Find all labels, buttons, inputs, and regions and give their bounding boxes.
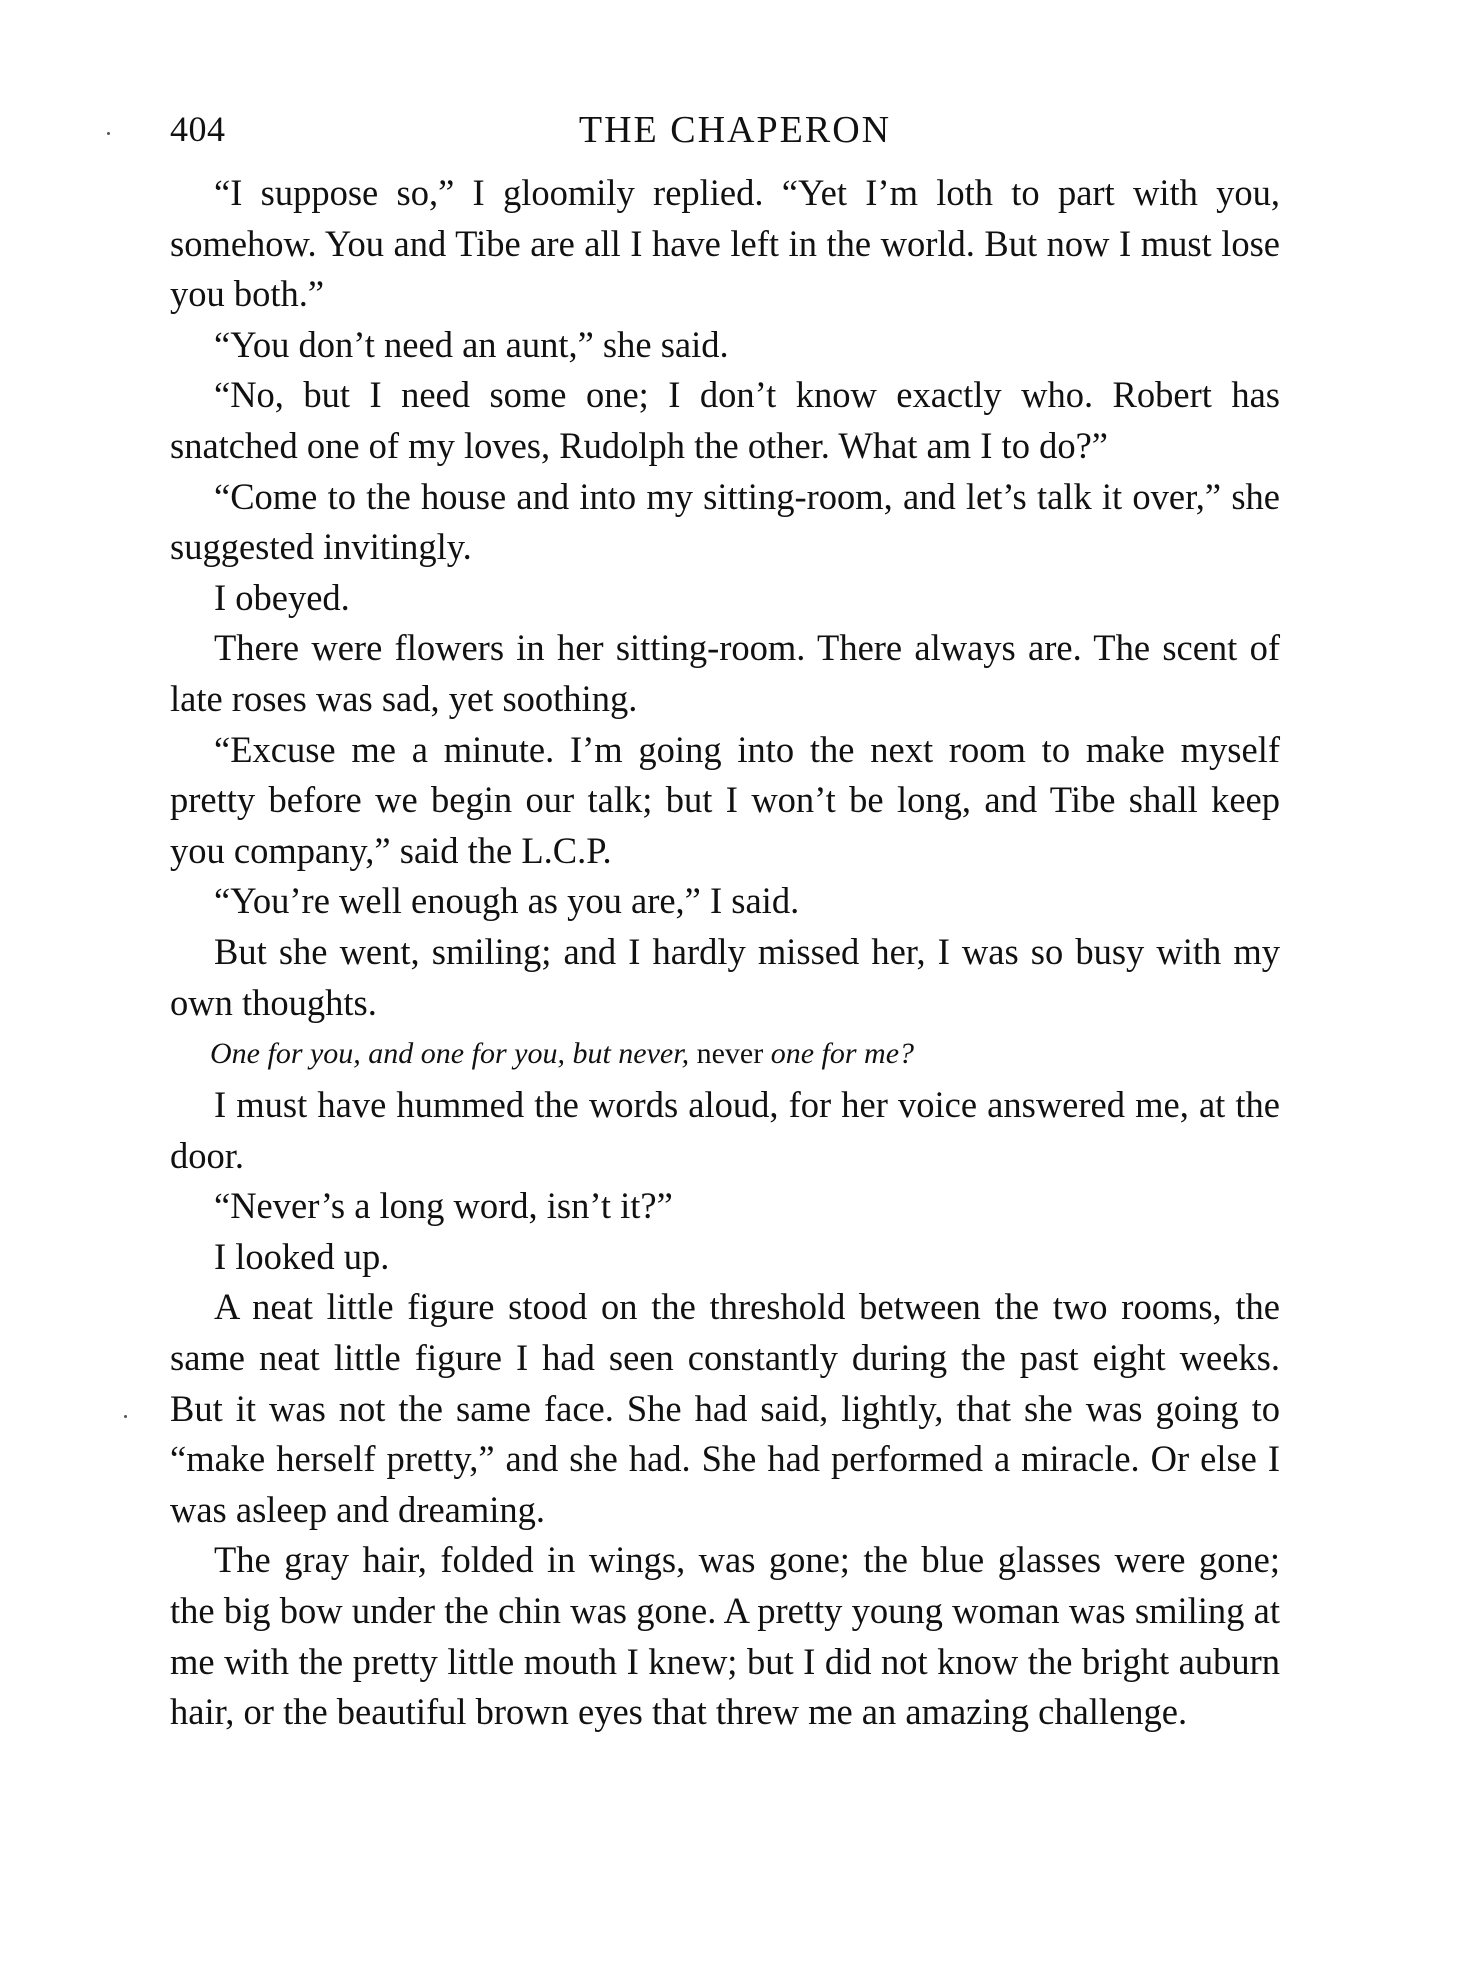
paragraph: “I suppose so,” I gloomily replied. “Yet I’m loth to part with you, somehow. You and Tibe are all I have left in the world. But now I must lose you both.” — [170, 172, 1280, 315]
paragraph: “You don’t need an aunt,” she said. — [214, 323, 729, 365]
page-header — [170, 108, 1280, 168]
body-text — [170, 168, 1280, 1738]
margin-speck — [124, 1415, 127, 1418]
verse-roman-part: never — [696, 1037, 764, 1071]
paragraph: “Come to the house and into my sitting-room, and let’s talk it over,” she suggested invitingly. — [170, 475, 1280, 568]
paragraph: There were flowers in her sitting-room. There always are. The scent of late roses was sad, yet soothing. — [170, 627, 1280, 719]
paragraph: But she went, smiling; and I hardly missed her, I was so busy with my own thoughts. — [170, 930, 1280, 1023]
paragraph: I must have hummed the words aloud, for her voice answered me, at the door. — [170, 1084, 1280, 1176]
running-head: THE CHAPERON — [578, 109, 892, 151]
margin-speck — [107, 132, 110, 135]
paragraph: A neat little figure stood on the threshold between the two rooms, the same neat little figure I had seen constantly during the past eight weeks. But it was not the same face. She had said, lightly, that she was going to “make herself pretty,” and she had. She had performed a miracle. Or else I was asleep and dreaming. — [170, 1286, 1280, 1530]
song-verse — [170, 1030, 1280, 1078]
page-number: 404 — [170, 109, 226, 149]
paragraph: “No, but I need some one; I don’t know exactly who. Robert has snatched one of my loves, Rudolph the other. What am I to do?” — [170, 374, 1280, 466]
paragraph: “Excuse me a minute. I’m going into the next room to make myself pretty before we begin our talk; but I won’t be long, and Tibe shall keep you company,” said the L.C.P. — [170, 728, 1280, 871]
paragraph: “Never’s a long word, isn’t it?” — [214, 1185, 673, 1227]
verse-italic-part: one for me? — [770, 1037, 915, 1071]
verse-italic-part: One for you, and one for you, but never, — [210, 1037, 690, 1071]
paragraph: The gray hair, folded in wings, was gone; the blue glasses were gone; the big bow under the chin was gone. A pretty young woman was smiling at me with the pretty little mouth I knew; but I did not know the bright auburn hair, or the beautiful brown eyes that threw me an amazing challenge. — [170, 1539, 1280, 1733]
paragraph: “You’re well enough as you are,” I said. — [214, 880, 800, 922]
paragraph: I looked up. — [214, 1235, 390, 1277]
paragraph: I obeyed. — [214, 576, 350, 618]
